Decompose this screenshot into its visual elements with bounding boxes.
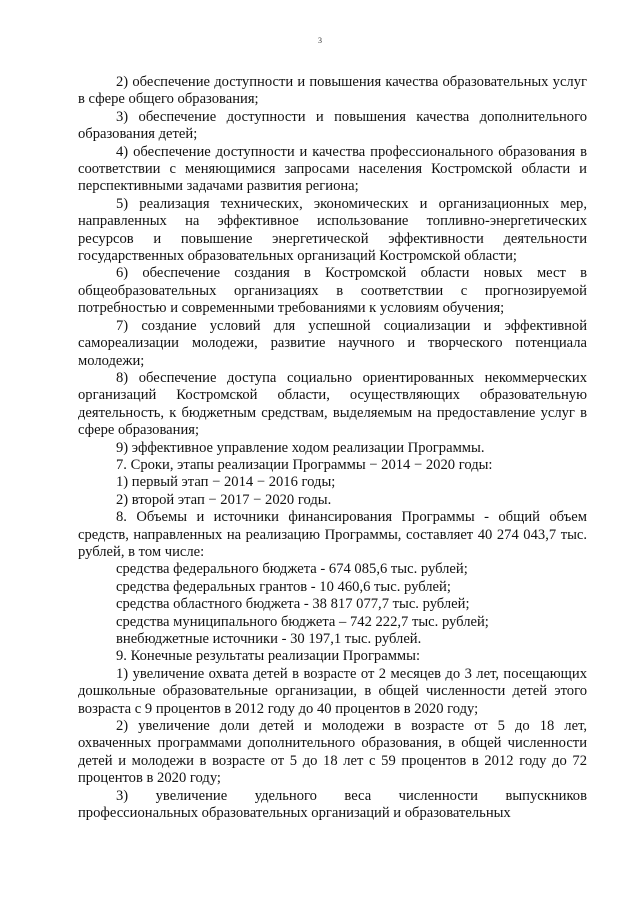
paragraph: 1) увеличение охвата детей в возрасте от 2 месяцев до 3 лет, посещающих дошкольные образовательные организации, в общей численности детей этого возраста с 9 процентов в 2012 году до 40 процентов в 2020 году; [78, 665, 587, 717]
page-number: 3 [318, 36, 322, 45]
paragraph: 3) увеличение удельного веса численности выпускников профессиональных образовательных организаций и образовательных [78, 787, 587, 822]
paragraph: 6) обеспечение создания в Костромской области новых мест в общеобразовательных организациях в соответствии с прогнозируемой потребностью и современными требованиями к условиям обучения; [78, 265, 587, 317]
paragraph: 3) обеспечение доступности и повышения качества дополнительного образования детей; [78, 108, 587, 143]
list-item: 2) второй этап − 2017 − 2020 годы. [116, 491, 332, 508]
paragraph: 9) эффективное управление ходом реализации Программы. [116, 439, 485, 456]
paragraph: 8) обеспечение доступа социально ориентированных некоммерческих организаций Костромской области, осуществляющих образовательную деятельность, к бюджетным средствам, выделяемым на предоставление услуг в сфере образования; [78, 369, 587, 439]
paragraph: 5) реализация технических, экономических и организационных мер, направленных на эффективное использование топливно-энергетических ресурсов и повышение энергетической эффективности деятельности государственных образовательных организаций Костромской области; [78, 195, 587, 265]
paragraph: 2) увеличение доли детей и молодежи в возрасте от 5 до 18 лет, охваченных программами дополнительного образования, в общей численности детей и молодежи в возрасте от 5 до 18 лет с 59 процентов в 2012 году до 72 процентов в 2020 году; [78, 718, 587, 787]
section-heading: 8. Объемы и источники финансирования Программы - общий объем средств, направленных на реализацию Программы, составляет 40 274 043,7 тыс. рублей, в том числе: [78, 509, 587, 560]
list-item: средства федерального бюджета - 674 085,6 тыс. рублей; [116, 561, 468, 578]
paragraph: 2) обеспечение доступности и повышения качества образовательных услуг в сфере общего образования; [78, 74, 587, 108]
section-heading: 7. Сроки, этапы реализации Программы − 2014 − 2020 годы: [116, 456, 493, 473]
list-item: средства областного бюджета - 38 817 077,7 тыс. рублей; [116, 596, 470, 613]
list-item: средства федеральных грантов - 10 460,6 тыс. рублей; [116, 578, 451, 595]
document-body [78, 74, 587, 822]
list-item: внебюджетные источники - 30 197,1 тыс. рублей. [116, 631, 422, 647]
section-heading: 9. Конечные результаты реализации Программы: [116, 648, 421, 665]
list-item: средства муниципального бюджета – 742 222,7 тыс. рублей; [116, 613, 489, 630]
paragraph: 7) создание условий для успешной социализации и эффективной самореализации молодежи, развитие научного и творческого потенциала молодежи; [78, 317, 587, 369]
list-item: 1) первый этап − 2014 − 2016 годы; [116, 474, 336, 491]
paragraph: 4) обеспечение доступности и качества профессионального образования в соответствии с меняющимися запросами населения Костромской области и перспективными задачами развития региона; [78, 143, 587, 195]
